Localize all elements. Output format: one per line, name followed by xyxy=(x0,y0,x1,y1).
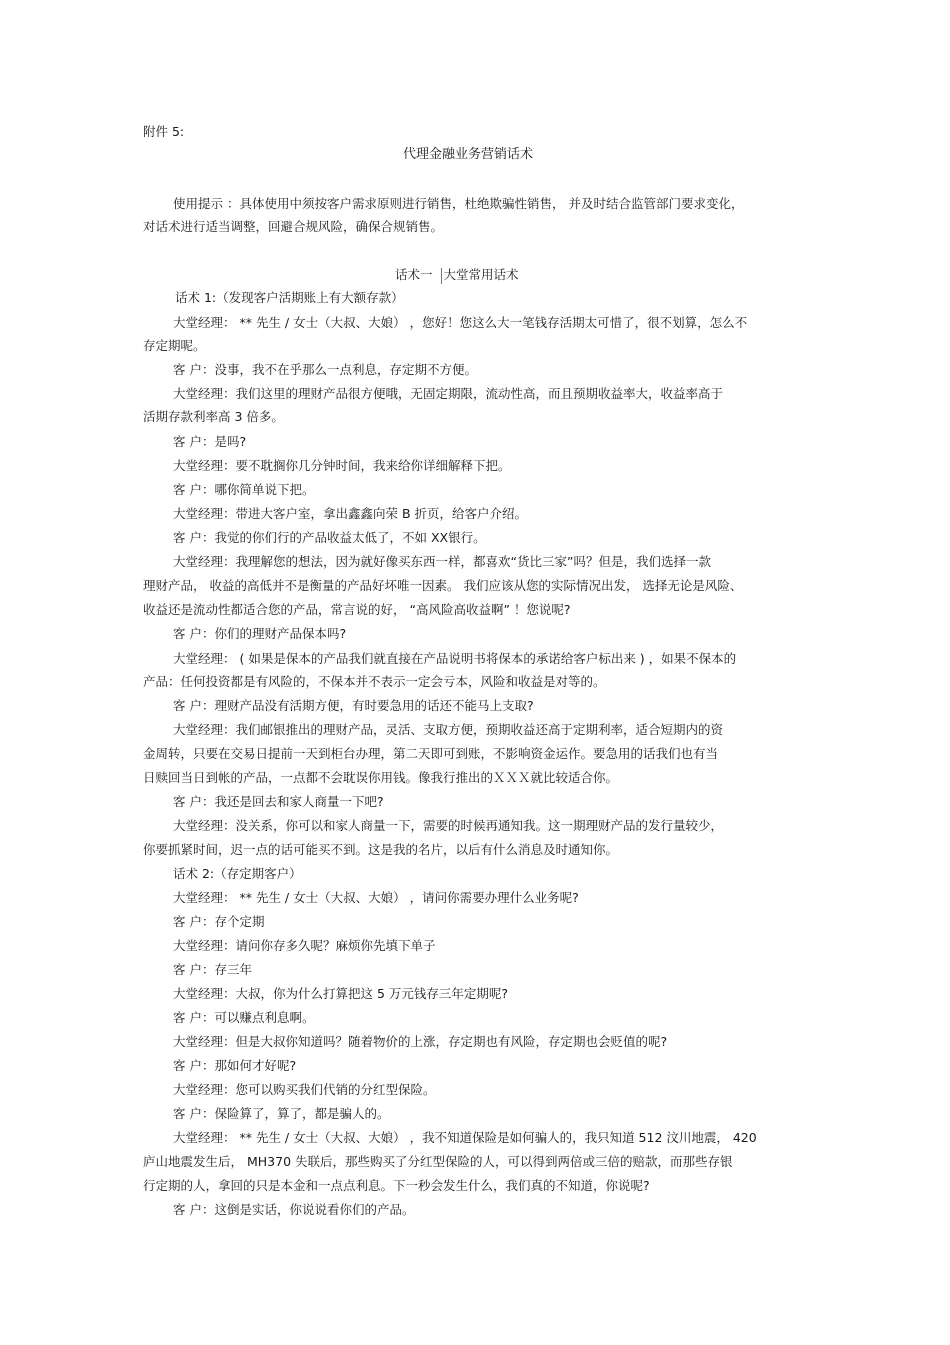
dialogue-line: 客 户：是吗? xyxy=(173,434,247,449)
dialogue-line: 行定期的人，拿回的只是本金和一点点利息。下一秒会发生什么，我们真的不知道，你说呢? xyxy=(143,1178,650,1193)
dialogue-line: 日赎回当日到帐的产品，一点都不会耽误你用钱。像我行推出的ＸＸＸ就比较适合你。 xyxy=(143,770,619,785)
attachment-label: 附件 5: xyxy=(143,124,185,139)
dialogue-line: 客 户：可以赚点利息啊。 xyxy=(173,1010,315,1025)
document-title: 代理金融业务营销话术 xyxy=(403,147,534,162)
dialogue-line: 庐山地震发生后， MH370 失联后，那些购买了分红型保险的人，可以得到两倍或三倍的赔款，而那些存银 xyxy=(143,1154,733,1169)
section-label: 话术一 xyxy=(395,267,433,282)
dialogue-line: 客 户：你们的理财产品保本吗? xyxy=(173,626,347,641)
dialogue-line: 活期存款利率高 3 倍多。 xyxy=(143,409,284,424)
dialogue-line: 客 户：保险算了，算了，都是骗人的。 xyxy=(173,1106,390,1121)
usage-tip-line: 使用提示 ：具体使用中须按客户需求原则进行销售，杜绝欺骗性销售， 并及时结合监管部门要求变化， xyxy=(173,196,744,211)
dialogue-line: 客 户：我还是回去和家人商量一下吧? xyxy=(173,794,384,809)
dialogue-line: 产品：任何投资都是有风险的，不保本并不表示一定会亏本，风险和收益是对等的。 xyxy=(143,674,606,689)
dialogue-line: 收益还是流动性都适合您的产品，常言说的好， “高风险高收益啊” ！您说呢? xyxy=(143,602,571,617)
dialogue-line: 金周转，只要在交易日提前一天到柜台办理，第二天即可到账，不影响资金运作。要急用的话我们也有当 xyxy=(143,746,719,761)
dialogue-line: 大堂经理：我理解您的想法，因为就好像买东西一样，都喜欢“货比三家”吗？但是，我们选择一款 xyxy=(173,554,711,569)
dialogue-line: 客 户：哪你简单说下把。 xyxy=(173,482,315,497)
usage-tip-line: 对话术进行适当调整，回避合规风险，确保合规销售。 xyxy=(143,219,444,234)
dialogue-line: 大堂经理：大叔，你为什么打算把这 5 万元钱存三年定期呢? xyxy=(173,986,509,1001)
script-heading: 话术 2:（存定期客户） xyxy=(173,866,302,881)
section-heading xyxy=(395,267,519,284)
dialogue-line: 大堂经理：我们这里的理财产品很方便哦，无固定期限，流动性高，而且预期收益率大，收益率高于 xyxy=(173,386,724,401)
dialogue-line: 大堂经理：要不耽搁你几分钟时间，我来给你详细解释下把。 xyxy=(173,458,511,473)
dialogue-line: 大堂经理： ** 先生 / 女士（大叔、大娘） ，我不知道保险是如何骗人的，我只知道 512 汶川地震， 420 xyxy=(173,1130,757,1145)
dialogue-line: 客 户：我觉的你们行的产品收益太低了，不如 XX银行。 xyxy=(173,530,486,545)
dialogue-line: 大堂经理： ** 先生 / 女士（大叔、大娘） ，请问你需要办理什么业务呢? xyxy=(173,890,579,905)
dialogue-line: 大堂经理：请问你存多久呢？麻烦你先填下单子 xyxy=(173,938,436,953)
dialogue-line: 大堂经理：没关系，你可以和家人商量一下，需要的时候再通知我。这一期理财产品的发行量较少， xyxy=(173,818,724,833)
script-heading: 话术 1:（发现客户活期账上有大额存款） xyxy=(175,290,404,305)
dialogue-line: 大堂经理：我们邮银推出的理财产品，灵活、支取方便，预期收益还高于定期利率，适合短期内的资 xyxy=(173,722,724,737)
dialogue-line: 你要抓紧时间，迟一点的话可能买不到。这是我的名片，以后有什么消息及时通知你。 xyxy=(143,842,619,857)
dialogue-line: 客 户：那如何才好呢? xyxy=(173,1058,297,1073)
dialogue-line: 客 户：存个定期 xyxy=(173,914,265,929)
dialogue-line: 大堂经理： ( 如果是保本的产品我们就直接在产品说明书将保本的承诺给客户标出来 ) ，如果不保本的 xyxy=(173,651,737,666)
dialogue-line: 客 户：理财产品没有活期方便，有时要急用的话还不能马上支取? xyxy=(173,698,534,713)
section-title: 大堂常用话术 xyxy=(443,267,519,282)
dialogue-line: 大堂经理：但是大叔你知道吗？随着物价的上涨，存定期也有风险，存定期也会贬值的呢? xyxy=(173,1034,668,1049)
dialogue-line: 存定期呢。 xyxy=(143,338,206,353)
dialogue-line: 大堂经理： ** 先生 / 女士（大叔、大娘） ，您好！您这么大一笔钱存活期太可惜了，很不划算，怎么不 xyxy=(173,315,748,330)
dialogue-line: 大堂经理：带进大客户室，拿出鑫鑫向荣 B 折页，给客户介绍。 xyxy=(173,506,528,521)
dialogue-line: 大堂经理：您可以购买我们代销的分红型保险。 xyxy=(173,1082,436,1097)
dialogue-line: 客 户：这倒是实话，你说说看你们的产品。 xyxy=(173,1202,415,1217)
dialogue-line: 客 户：没事，我不在乎那么一点利息，存定期不方便。 xyxy=(173,362,477,377)
section-divider xyxy=(441,268,442,284)
dialogue-line: 客 户：存三年 xyxy=(173,962,252,977)
dialogue-line: 理财产品， 收益的高低并不是衡量的产品好坏唯一因素。 我们应该从您的实际情况出发， 选择无论是风险、 xyxy=(143,578,743,593)
